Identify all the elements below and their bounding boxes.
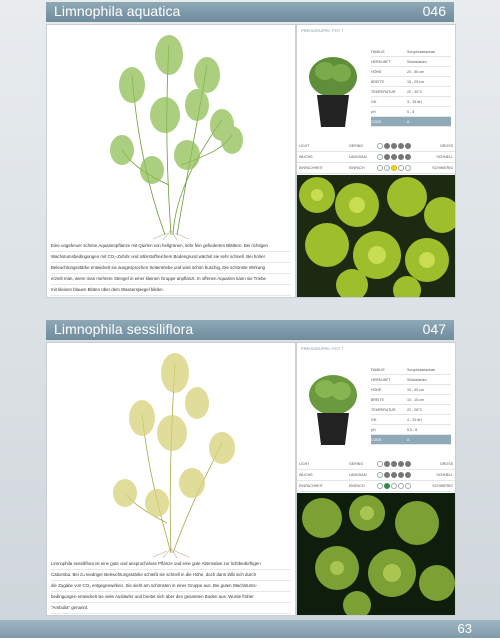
attr-row: GH 4 - 20 dH xyxy=(371,415,451,425)
page-footer xyxy=(0,620,500,638)
meter-row: WUCHS LANGSAM SCHNELL xyxy=(297,152,455,163)
rating-dot xyxy=(391,165,397,171)
plant-name: Limnophila sessiliflora xyxy=(54,321,194,337)
rating-dot xyxy=(377,461,383,467)
rating-dot xyxy=(384,154,390,160)
attr-row: HÖHE 15 - 40 cm xyxy=(371,385,451,395)
plant-description: Limnophila sessiliflora ist eine gute und anspruchslose Pflanze und eine gute Alternative zur lichtbedürftigen Cabomba. Bei zu niedriger Beleuchtungsstärke schießt sie schnell in die Höhe, doch dann läßt sich durch die Zugabe von CO₂ entgegenwirken. Sie sieht am schönsten in einer Gruppe aus. Bei guten Wachstums- bedingungen entwickelt sie viele Ausläufer und breitet sich über den gesamten Boden aus. Wurde früher "Ambulia" genannt. xyxy=(51,559,291,614)
attr-row: pH 5,5 - 8 xyxy=(371,425,451,435)
rating-dot xyxy=(384,165,390,171)
rating-dot xyxy=(405,461,411,467)
rating-dot xyxy=(384,143,390,149)
attr-row: TEMPERATUR 22 - 28°C xyxy=(371,405,451,415)
plant-number: 047 xyxy=(422,321,446,337)
meters xyxy=(297,141,455,174)
attr-row: FAMILIE Scrophulariaceae xyxy=(371,47,451,57)
rating-dot xyxy=(377,165,383,171)
rating-dot xyxy=(398,461,404,467)
rating-dot xyxy=(391,154,397,160)
meter-row: EINFACHHEIT EINFACH SCHWIERIG xyxy=(297,163,455,174)
rating-dot xyxy=(398,483,404,489)
attributes-table xyxy=(371,365,451,445)
attr-row: HÖHE 20 - 50 cm xyxy=(371,67,451,77)
rating-dot xyxy=(377,154,383,160)
attr-row: FAMILIE Scrophulariaceae xyxy=(371,365,451,375)
attr-row: HERKUNFT Südostasien xyxy=(371,375,451,385)
rating-dot xyxy=(384,472,390,478)
rating-dot xyxy=(405,154,411,160)
rating-dot xyxy=(398,154,404,160)
plant-illustration xyxy=(47,343,295,558)
rating-dot xyxy=(405,472,411,478)
attr-row: BREITE 15 - 25 cm xyxy=(371,77,451,87)
rating-dot xyxy=(391,472,397,478)
rating-dot xyxy=(391,461,397,467)
illustration-card xyxy=(46,24,296,298)
rating-dot xyxy=(405,483,411,489)
attr-row-code: CODE A xyxy=(371,435,451,445)
attr-row-code: CODE A xyxy=(371,117,451,127)
rating-dot xyxy=(398,472,404,478)
aquarium-photo xyxy=(297,175,455,297)
price-group: PREISGRUPPE: POT 7 xyxy=(301,346,344,351)
meter-row: EINFACHHEIT EINFACH SCHWIERIG xyxy=(297,481,455,492)
attributes-table xyxy=(371,47,451,127)
info-card xyxy=(296,24,456,298)
rating-dot xyxy=(377,483,383,489)
plant-number: 046 xyxy=(422,3,446,19)
rating-dot xyxy=(384,461,390,467)
plant-name: Limnophila aquatica xyxy=(54,3,181,19)
price-group: PREISGRUPPE: POT 7 xyxy=(301,28,344,33)
entry-header xyxy=(46,2,454,22)
rating-dot xyxy=(391,143,397,149)
entry-header xyxy=(46,320,454,340)
illustration-card xyxy=(46,342,296,616)
plant-entry-sessiliflora xyxy=(46,320,454,620)
rating-dot xyxy=(405,143,411,149)
aquarium-photo xyxy=(297,493,455,615)
plant-illustration xyxy=(47,25,295,240)
rating-dot xyxy=(398,165,404,171)
attr-row: HERKUNFT Südostasien xyxy=(371,57,451,67)
rating-dot xyxy=(377,472,383,478)
rating-dot xyxy=(377,143,383,149)
meters xyxy=(297,459,455,492)
attr-row: TEMPERATUR 20 - 30°C xyxy=(371,87,451,97)
attr-row: BREITE 10 - 15 cm xyxy=(371,395,451,405)
plant-entry-aquatica xyxy=(46,2,454,302)
meter-row: LICHT GERING GROSS xyxy=(297,141,455,152)
rating-dot xyxy=(384,483,390,489)
attr-row: GH 3 - 15 dH xyxy=(371,97,451,107)
potted-plant-photo xyxy=(303,367,363,447)
info-card xyxy=(296,342,456,616)
page-number: 63 xyxy=(457,621,472,636)
meter-row: LICHT GERING GROSS xyxy=(297,459,455,470)
rating-dot xyxy=(391,483,397,489)
plant-description: Eine ungeheuer schöne Aquarienpflanze mit Quirlen von hellgrünen, sehr fein gefiederten Blättern. Bei richtigen Wachstumsbedingungen mit CO₂-Zufuhr und nährstoffreichem Bodengrund wächst sie sehr schnell. Bei hoher Beleuchtungsstärke entwickelt sie ausgesprochen Seitentriebe und wird schön buschig. Die schönste Wirkung erzielt man, wenn man mehrere Stengel in einer kleinen Gruppe anpflanzt. In offenen Aquarien kann sie Triebe mit kleinen blauen Blüten über dem Wasserspiegel bilden. xyxy=(51,241,291,296)
attr-row: pH 5 - 8 xyxy=(371,107,451,117)
rating-dot xyxy=(405,165,411,171)
meter-row: WUCHS LANGSAM SCHNELL xyxy=(297,470,455,481)
rating-dot xyxy=(398,143,404,149)
potted-plant-photo xyxy=(303,49,363,129)
